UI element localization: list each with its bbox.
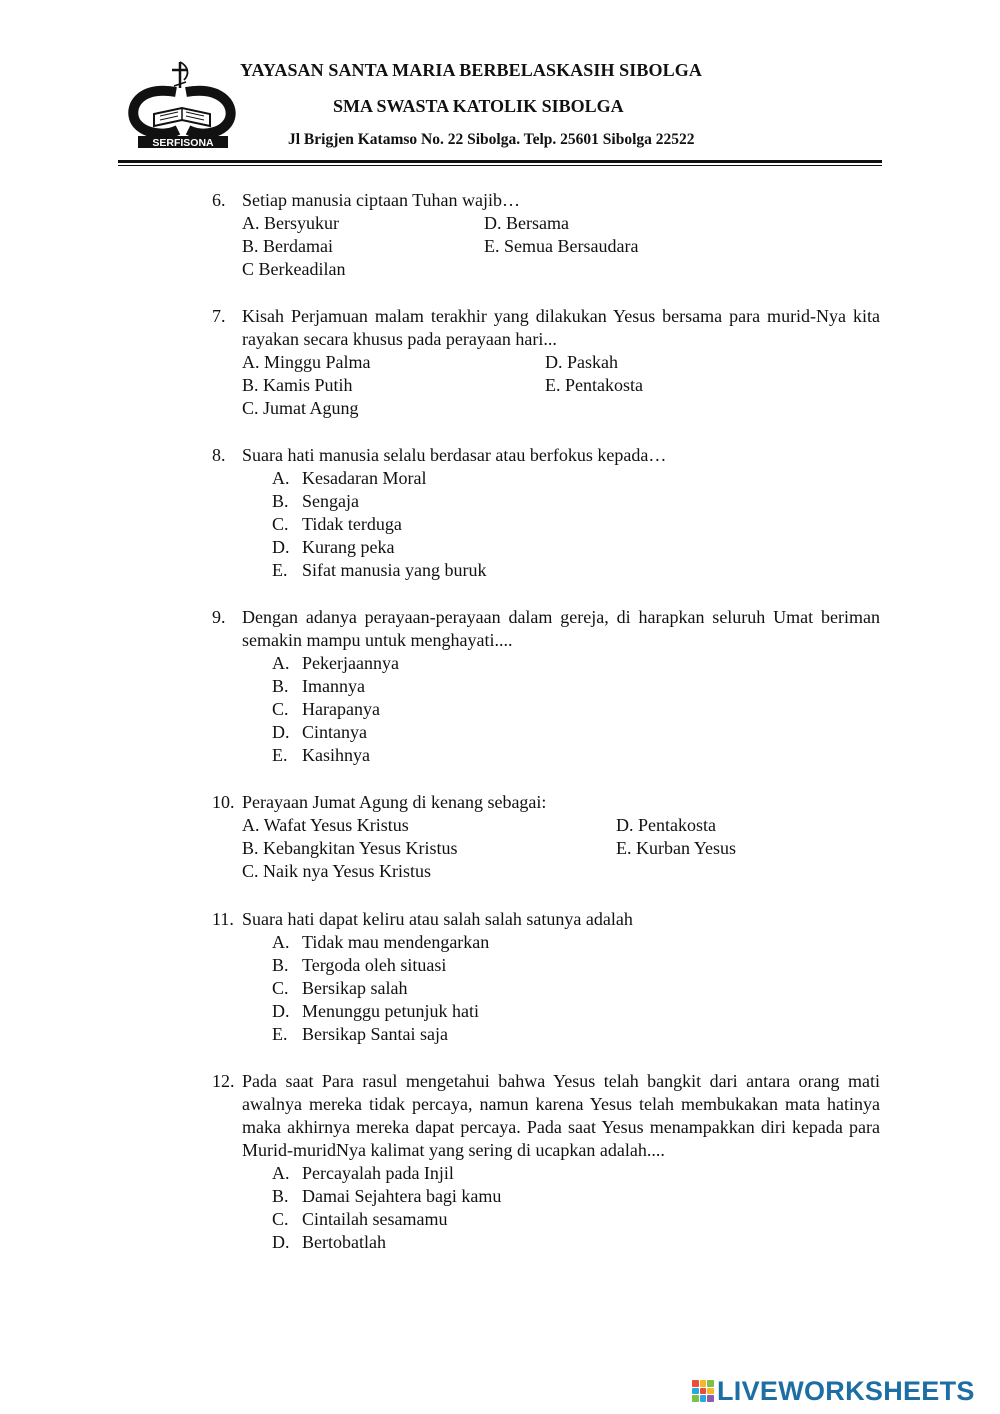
question-11 xyxy=(212,908,880,1046)
option-letter: E. xyxy=(484,236,500,256)
option-e[interactable] xyxy=(272,744,880,767)
option-text: Sifat manusia yang buruk xyxy=(302,560,487,580)
option-letter: C. xyxy=(272,1209,289,1229)
question-text: Pada saat Para rasul mengetahui bahwa Yesus telah bangkit dari antara orang mati awalnya mereka tidak percaya, namun karena Yesus telah membukakan mata hatinya maka akhirnya mereka dapat percaya. Pada saat Yesus menampakkan diri kepada para Murid-muridNya kalimat yang sering di ucapkan adalah.... xyxy=(242,1071,880,1160)
option-letter: B. xyxy=(272,1186,289,1206)
option-text: Kurang peka xyxy=(302,537,395,557)
option-b[interactable] xyxy=(272,675,880,698)
option-c[interactable] xyxy=(272,1208,880,1231)
option-letter: D. xyxy=(272,1001,290,1021)
option-text: Berkeadilan xyxy=(258,259,346,279)
option-text: Kebangkitan Yesus Kristus xyxy=(263,838,458,858)
option-letter: A. xyxy=(272,468,290,488)
option-a[interactable] xyxy=(242,814,616,837)
question-text: Suara hati dapat keliru atau salah salah satunya adalah xyxy=(242,909,633,929)
question-number: 11. xyxy=(212,909,234,929)
question-number: 7. xyxy=(212,306,226,326)
option-e[interactable] xyxy=(545,374,880,397)
option-letter: B. xyxy=(272,955,289,975)
option-text: Semua Bersaudara xyxy=(504,236,639,256)
option-text: Tergoda oleh situasi xyxy=(302,955,447,975)
option-a[interactable] xyxy=(242,351,545,374)
option-letter: D. xyxy=(272,722,290,742)
school-name: SMA SWASTA KATOLIK SIBOLGA xyxy=(333,96,624,116)
option-letter: C. xyxy=(272,514,289,534)
option-a[interactable] xyxy=(242,212,484,235)
option-b[interactable] xyxy=(272,954,880,977)
option-letter: A. xyxy=(272,1163,290,1183)
option-text: Cintailah sesamamu xyxy=(302,1209,448,1229)
option-a[interactable] xyxy=(272,652,880,675)
option-letter: A. xyxy=(242,815,260,835)
question-9 xyxy=(212,606,880,767)
option-text: Bersikap salah xyxy=(302,978,408,998)
option-text: Jumat Agung xyxy=(263,398,359,418)
option-d[interactable] xyxy=(484,212,880,235)
option-c[interactable] xyxy=(272,977,880,1000)
option-letter: B. xyxy=(272,676,289,696)
option-letter: A. xyxy=(242,352,260,372)
option-text: Menunggu petunjuk hati xyxy=(302,1001,479,1021)
option-letter: C. xyxy=(272,699,289,719)
question-12 xyxy=(212,1070,880,1254)
question-number: 6. xyxy=(212,190,226,210)
option-text: Pentakosta xyxy=(565,375,643,395)
option-e[interactable] xyxy=(484,235,880,258)
option-letter: D. xyxy=(484,213,502,233)
option-letter: A. xyxy=(272,932,290,952)
option-b[interactable] xyxy=(242,374,545,397)
option-a[interactable] xyxy=(272,467,880,490)
question-text: Dengan adanya perayaan-perayaan dalam gereja, di harapkan seluruh Umat beriman semakin mampu untuk menghayati.... xyxy=(242,607,880,650)
question-7 xyxy=(212,305,880,420)
option-text: Tidak terduga xyxy=(302,514,402,534)
option-text: Harapanya xyxy=(302,699,380,719)
option-text: Paskah xyxy=(567,352,618,372)
question-text: Setiap manusia ciptaan Tuhan wajib… xyxy=(242,190,520,210)
question-10 xyxy=(212,791,880,883)
option-letter: D. xyxy=(616,815,634,835)
option-text: Percayalah pada Injil xyxy=(302,1163,454,1183)
option-d[interactable] xyxy=(272,536,880,559)
option-letter: C xyxy=(242,259,255,279)
option-letter: B. xyxy=(242,375,259,395)
option-text: Kesadaran Moral xyxy=(302,468,427,488)
option-b[interactable] xyxy=(242,235,484,258)
option-letter: E. xyxy=(272,1024,288,1044)
option-letter: D. xyxy=(272,1232,290,1252)
option-b[interactable] xyxy=(242,837,616,860)
question-text: Kisah Perjamuan malam terakhir yang dilakukan Yesus bersama para murid-Nya kita rayakan secara khusus pada perayaan hari... xyxy=(242,306,880,349)
option-text: Tidak mau mendengarkan xyxy=(302,932,490,952)
option-c[interactable] xyxy=(242,258,484,281)
option-c[interactable] xyxy=(272,698,880,721)
option-text: Naik nya Yesus Kristus xyxy=(263,861,432,881)
foundation-name: YAYASAN SANTA MARIA BERBELASKASIH SIBOLGA xyxy=(240,60,702,80)
option-text: Minggu Palma xyxy=(264,352,371,372)
option-b[interactable] xyxy=(272,1185,880,1208)
question-text: Perayaan Jumat Agung di kenang sebagai: xyxy=(242,792,547,812)
option-letter: C. xyxy=(242,861,259,881)
question-number: 10. xyxy=(212,792,235,812)
option-d[interactable] xyxy=(272,721,880,744)
option-text: Bersama xyxy=(506,213,569,233)
question-number: 8. xyxy=(212,445,226,465)
question-6 xyxy=(212,189,880,281)
option-letter: E. xyxy=(272,560,288,580)
option-text: Bertobatlah xyxy=(302,1232,386,1252)
option-letter: C. xyxy=(272,978,289,998)
option-d[interactable] xyxy=(272,1000,880,1023)
liveworksheets-wordmark: LIVEWORKSHEETS xyxy=(717,1375,975,1406)
option-e[interactable] xyxy=(616,837,880,860)
option-c[interactable] xyxy=(242,860,616,883)
question-number: 12. xyxy=(212,1071,235,1091)
option-letter: B. xyxy=(242,838,259,858)
option-a[interactable] xyxy=(272,931,880,954)
option-text: Kamis Putih xyxy=(263,375,353,395)
option-text: Bersyukur xyxy=(264,213,339,233)
option-text: Pentakosta xyxy=(638,815,716,835)
option-b[interactable] xyxy=(272,490,880,513)
option-text: Kasihnya xyxy=(302,745,370,765)
option-c[interactable] xyxy=(242,397,545,420)
liveworksheets-logo-icon xyxy=(692,1380,714,1402)
option-a[interactable] xyxy=(272,1162,880,1185)
liveworksheets-brand[interactable] xyxy=(692,1376,975,1406)
option-text: Imannya xyxy=(302,676,365,696)
option-letter: A. xyxy=(272,653,290,673)
option-letter: D. xyxy=(272,537,290,557)
option-text: Bersikap Santai saja xyxy=(302,1024,448,1044)
option-letter: E. xyxy=(616,838,632,858)
option-letter: B. xyxy=(272,491,289,511)
option-letter: D. xyxy=(545,352,563,372)
option-e[interactable] xyxy=(272,1023,880,1046)
option-letter: E. xyxy=(545,375,561,395)
option-text: Damai Sejahtera bagi kamu xyxy=(302,1186,502,1206)
option-e[interactable] xyxy=(272,559,880,582)
option-text: Sengaja xyxy=(302,491,359,511)
option-text: Kurban Yesus xyxy=(636,838,737,858)
school-address: Jl Brigjen Katamso No. 22 Sibolga. Telp. 25601 Sibolga 22522 xyxy=(288,131,695,148)
option-d[interactable] xyxy=(545,351,880,374)
question-8 xyxy=(212,444,880,582)
option-c[interactable] xyxy=(272,513,880,536)
option-d[interactable] xyxy=(616,814,880,837)
option-letter: E. xyxy=(272,745,288,765)
option-text: Wafat Yesus Kristus xyxy=(263,815,409,835)
option-letter: A. xyxy=(242,213,260,233)
option-letter: C. xyxy=(242,398,259,418)
question-text: Suara hati manusia selalu berdasar atau berfokus kepada… xyxy=(242,445,667,465)
option-text: Berdamai xyxy=(263,236,333,256)
option-text: Pekerjaannya xyxy=(302,653,399,673)
option-letter: B. xyxy=(242,236,259,256)
question-number: 9. xyxy=(212,607,226,627)
option-text: Cintanya xyxy=(302,722,367,742)
option-d[interactable] xyxy=(272,1231,880,1254)
logo-text: SERFISONA xyxy=(152,137,214,149)
